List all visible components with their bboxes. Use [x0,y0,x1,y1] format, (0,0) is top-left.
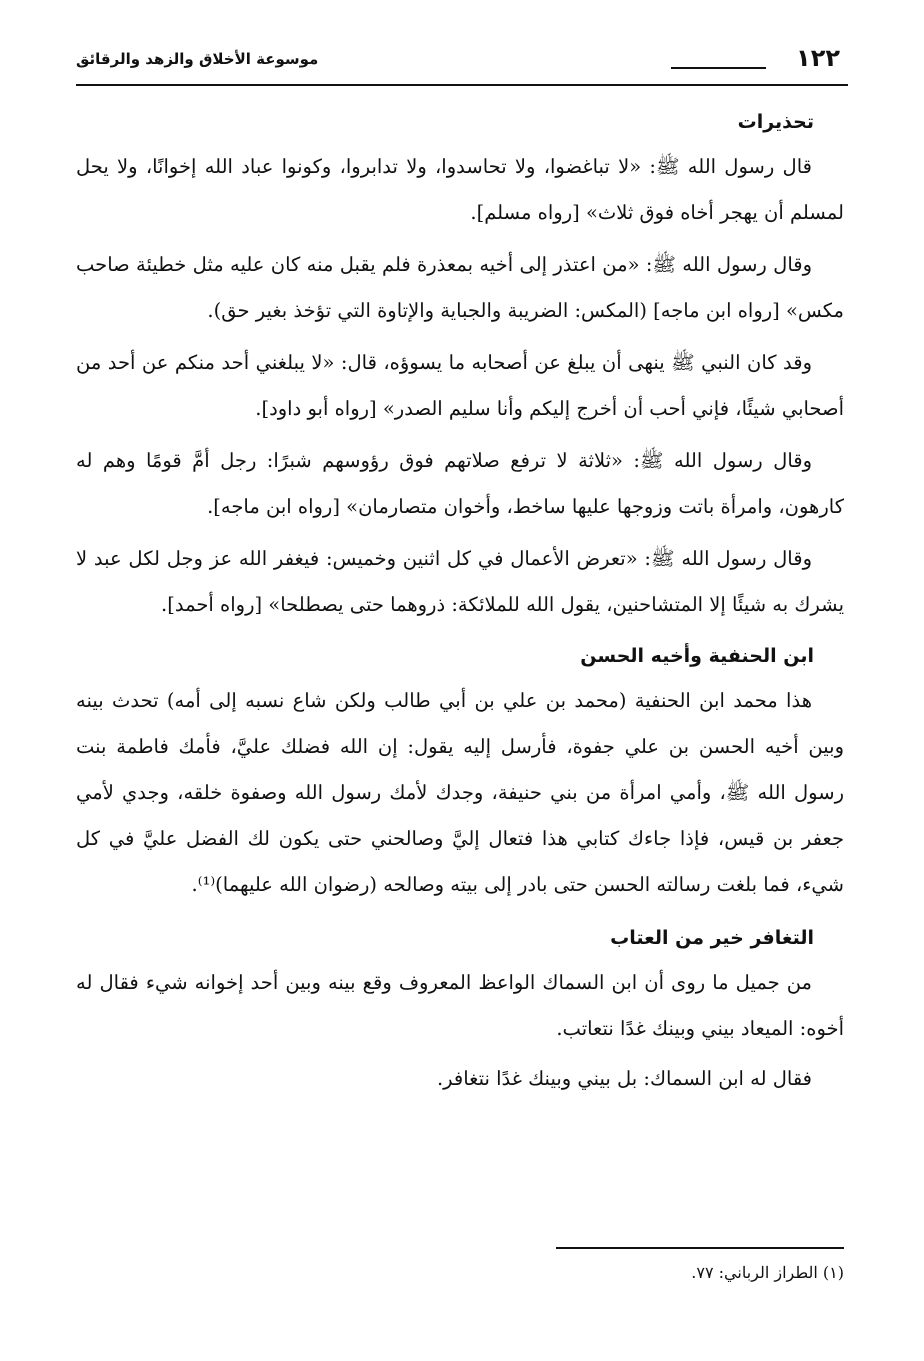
paragraph: من جميل ما روى أن ابن السماك الواعظ المعروف وقع بينه وبين أحد إخوانه شيء فقال له أخوه: الميعاد بيني وبينك غدًا نتعاتب. [76,971,844,1040]
page-body [76,100,844,1106]
paragraph: وقال رسول الله ﷺ: «ثلاثة لا ترفع صلاتهم فوق رؤوسهم شبرًا: رجل أمَّ قومًا وهم له كارهون، وامرأة باتت وزوجها عليها ساخط، وأخوان متصارمان» [رواه ابن ماجه]. [76,449,844,518]
page-number: ١٢٢ [796,44,840,72]
section-forgiveness [76,916,844,1102]
paragraph: فقال له ابن السماك: بل بيني وبينك غدًا نتغافر. [436,1067,812,1090]
running-header [76,44,848,84]
section-warnings [76,100,844,628]
section-heading: ابن الحنفية وأخيه الحسن [580,645,814,667]
book-title: موسوعة الأخلاق والزهد والرقائق [76,50,319,68]
section-heading: التغافر خير من العتاب [610,927,814,949]
header-rule [76,84,848,86]
footnote: (١) الطراز الرباني: ٧٧. [691,1263,844,1282]
paragraph: وقد كان النبي ﷺ ينهى أن يبلغ عن أصحابه ما يسوؤه، قال: «لا يبلغني أحد منكم عن أحد من أصحابي شيئًا، فإني أحب أن أخرج إليكم وأنا سليم الصدر» [رواه أبو داود]. [76,351,844,420]
section-heading: تحذيرات [737,111,814,133]
paragraph: وقال رسول الله ﷺ: «من اعتذر إلى أخيه بمعذرة فلم يقبل منه كان عليه مثل خطيئة صاحب مكس» [رواه ابن ماجه] (المكس: الضريبة والجباية والإتاوة التي تؤخذ بغير حق). [76,253,844,322]
footnote-rule [556,1247,844,1249]
paragraph: قال رسول الله ﷺ: «لا تباغضوا، ولا تحاسدوا، ولا تدابروا، وكونوا عباد الله إخوانًا، ولا يحل لمسلم أن يهجر أخاه فوق ثلاث» [رواه مسلم]. [76,155,844,224]
section-ibn-alhanafiyya [76,634,844,908]
header-divider-short [671,67,766,69]
paragraph: هذا محمد ابن الحنفية (محمد بن علي بن أبي طالب ولكن شاع نسبه إلى أمه) تحدث بينه وبين أخيه الحسن بن علي جفوة، فأرسل إليه يقول: إن الله فضلك عليَّ، فأمك فاطمة بنت رسول الله ﷺ، وأمي امرأة من بني حنيفة، وجدك لأمك رسول الله وصفوة خلقه، وجدي لأمي جعفر بن قيس، فإذا جاءك كتابي هذا فتعال إليَّ وصالحني حتى يكون لك الفضل عليَّ في كل شيء، فما بلغت رسالته الحسن حتى بادر إلى بيته وصالحه (رضوان الله عليهما)⁽¹⁾. [76,689,844,896]
paragraph: وقال رسول الله ﷺ: «تعرض الأعمال في كل اثنين وخميس: فيغفر الله عز وجل لكل عبد لا يشرك به شيئًا إلا المتشاحنين، يقول الله للملائكة: ذروهما حتى يصطلحا» [رواه أحمد]. [76,547,844,616]
